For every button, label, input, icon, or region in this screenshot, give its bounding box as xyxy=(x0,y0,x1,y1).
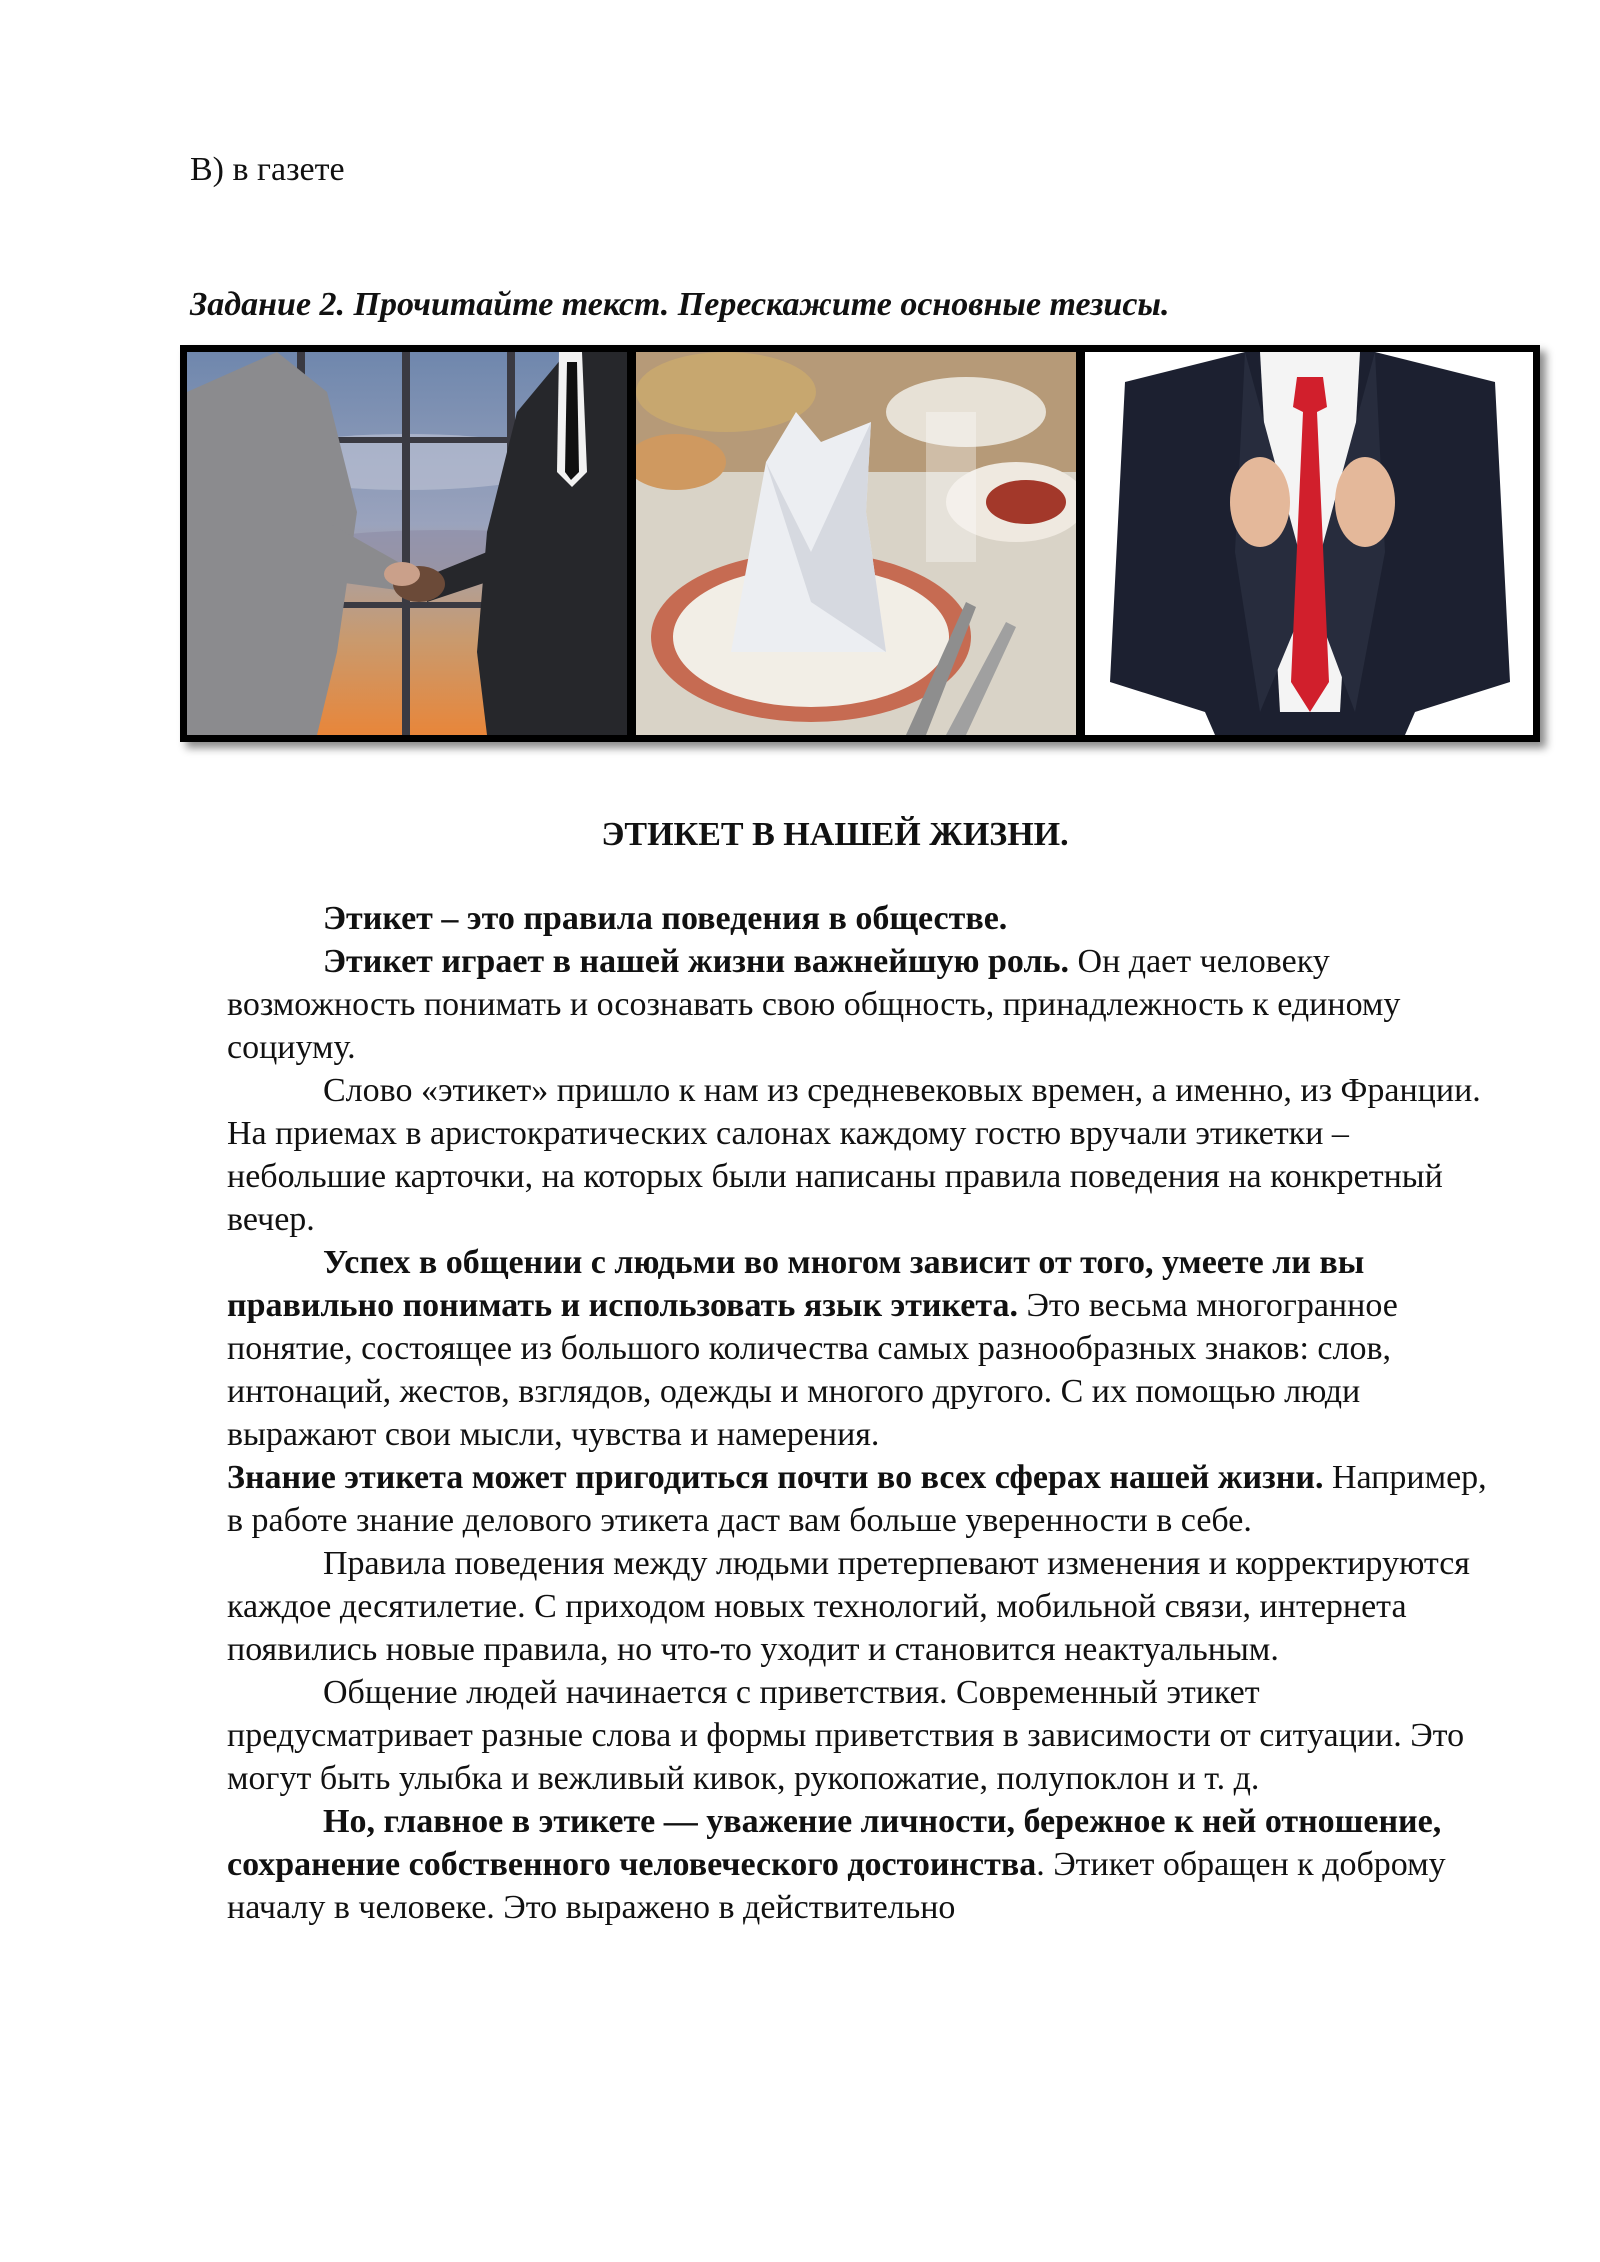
paragraph-knowledge: Знание этикета может пригодиться почти во всех сферах нашей жизни. Например, в работе знание делового этикета даст вам больше уверенности в себе. xyxy=(227,1459,1487,1539)
paragraph-definition: Этикет – это правила поведения в обществе. xyxy=(323,900,1008,937)
photo-strip xyxy=(180,345,1540,742)
paragraph-role: Этикет играет в нашей жизни важнейшую роль. Он дает человеку возможность понимать и осознавать свою общность, принадлежность к единому социуму. xyxy=(227,943,1401,1066)
paragraph-respect: Но, главное в этикете — уважение личности, бережное к ней отношение, сохранение собственного человеческого достоинства. Этикет обращен к доброму началу в человеке. Это выражено в действительно xyxy=(227,1803,1446,1926)
article-body xyxy=(227,897,1492,1929)
suit-red-tie-photo xyxy=(1085,352,1533,735)
task-heading: Задание 2. Прочитайте текст. Перескажите основные тезисы. xyxy=(190,286,1170,323)
paragraph-changes: Правила поведения между людьми претерпевают изменения и корректируются каждое десятилетие. С приходом новых технологий, мобильной связи, интернета появились новые правила, но что-то уходит и становится неактуальным. xyxy=(227,1545,1470,1668)
paragraph-origin: Слово «этикет» пришло к нам из средневековых времен, а именно, из Франции. На приемах в аристократических салонах каждому гостю вручали этикетки – небольшие карточки, на которых были написаны правила поведения на конкретный вечер. xyxy=(227,1072,1481,1238)
table-setting-photo xyxy=(636,352,1076,735)
article-title: ЭТИКЕТ В НАШЕЙ ЖИЗНИ. xyxy=(601,816,1069,853)
handshake-photo xyxy=(187,352,627,735)
previous-answer: В) в газете xyxy=(190,151,345,188)
paragraph-greeting: Общение людей начинается с приветствия. Современный этикет предусматривает разные слова и формы приветствия в зависимости от ситуации. Это могут быть улыбка и вежливый кивок, рукопожатие, полупоклон и т. д. xyxy=(227,1674,1465,1797)
paragraph-success: Успех в общении с людьми во многом зависит от того, умеете ли вы правильно понимать и использовать язык этикета. Это весьма многогранное понятие, состоящее из большого количества самых разнообразных знаков: слов, интонаций, жестов, взглядов, одежды и многого другого. С их помощью люди выражают свои мысли, чувства и намерения. xyxy=(227,1244,1398,1453)
